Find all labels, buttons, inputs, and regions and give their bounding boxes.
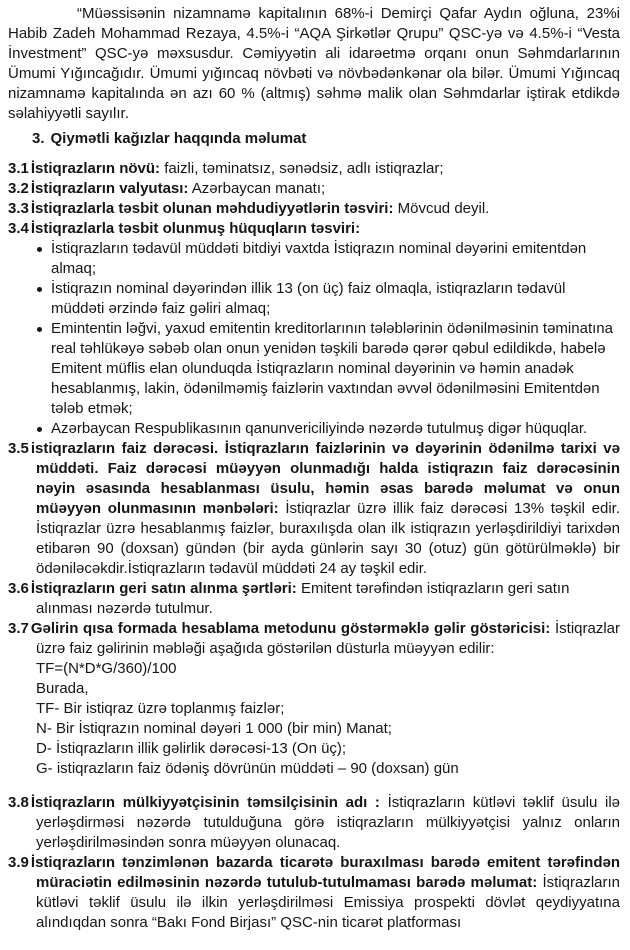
clause-text: Azərbaycan manatı; — [191, 180, 326, 197]
clause-number: 3.2 — [8, 180, 29, 197]
clause-3-3 — [8, 199, 620, 219]
bullet-item — [8, 279, 620, 319]
clause-label: Gəlirin qısa formada hesablama metodunu göstərməklə gəlir göstəricisi: — [30, 620, 551, 637]
clause-label: İstiqrazların mülkiyyətçisinin təmsilçisinin adı : — [30, 794, 380, 811]
section-title: Qiymətli kağızlar haqqında məlumat — [50, 130, 307, 147]
bullet-text: İstiqrazın nominal dəyərindən illik 13 (on üç) faiz olmaqla, istiqrazların tədavül müddəti ərzində faiz gəliri almaq; — [51, 280, 566, 317]
formula-line: N- Bir İstiqrazın nominal dəyəri 1 000 (bir min) Manat; — [36, 720, 392, 737]
section-number: 3. — [32, 130, 45, 147]
clause-number: 3.1 — [8, 160, 29, 177]
clause-number: 3.8 — [8, 794, 29, 811]
clause-text: İstiqrazların kütləvi təklif üsulu ilə ilkin yerləşdirilməsi Emissiya prospekti dövlət qeydiyyatına alındıqdan sonra “Bakı Fond Birjası” QSC-nin ticarət platforması — [36, 874, 620, 931]
clause-label: istiqrazların faiz dərəcəsi. İstiqrazların faizlərinin və dəyərinin ödənilmə tarixi və müddəti. Faiz dərəcəsi müəyyən olunmadığı halda istiqrazın faiz dərəcəsinin nəyin əsasında hesablanması üsulu, həmin əsas barədə məlumat və onun müəyyən olunmasının mənbələri: — [30, 440, 620, 517]
bullet-dot-icon — [37, 327, 42, 332]
clause-3-1 — [8, 159, 620, 179]
clause-label: İstiqrazların valyutası: — [30, 180, 189, 197]
clause-3-6 — [8, 579, 620, 619]
formula-line: D- İstiqrazların illik gəlirlik dərəcəsi-13 (On üç); — [36, 740, 347, 757]
bullet-text: Emintentin ləğvi, yaxud emitentin kreditorlarının tələblərinin ödənilməsinin təminatına real təhlükəyə səbəb olan onun yenidən təşkili barədə qərər qəbul edildikdə, habelə Emitent müflis elan olunduqda İstiqrazların nominal dəyərinin və həmin anadək hesablanmış, lakin, ödənilməmiş faizlərin vaxtından əvvəl ödənilməsini Emitentdən tələb etmək; — [51, 320, 613, 417]
clause-number: 3.9 — [8, 854, 29, 871]
clause-number: 3.4 — [8, 220, 29, 237]
clause-text: Mövcud deyil. — [397, 200, 490, 217]
bullet-item — [8, 319, 620, 419]
intro-paragraph: “Müəssisənin nizamnamə kapitalının 68%-i Demirçi Qafar Aydın oğluna, 23%i Habib Zadeh Mohammad Rezaya, 4.5%-i “AQA Şirkətlər Qrupu” QSC-yə və 4.5%-i “Vesta İnvestment” QSC-yə məxsusdur. Cəmiyyətin ali idarəetmə orqanı onun Səhmdarlarının Ümumi Yığıncağıdır. Ümumi yığıncaq növbəti və növbədənkənar ola bilər. Ümumi Yığıncaq nizamnamə kapitalında ən azı 60 % (altmış) səhmə malik olan Səhmdarlar iştirak etdikdə səlahiyyətli sayılır. — [8, 5, 620, 122]
clause-3-7 — [8, 619, 620, 779]
clause-number: 3.3 — [8, 200, 29, 217]
clause-3-4 — [8, 219, 620, 239]
bullet-dot-icon — [37, 247, 42, 252]
clause-label: İstiqrazlarla təsbit olunan məhdudiyyətlərin təsviri: — [30, 200, 394, 217]
clause-number: 3.6 — [8, 580, 29, 597]
clause-3-2 — [8, 179, 620, 199]
clause-label: İstiqrazlarla təsbit olunmuş hüquqların təsviri: — [30, 220, 361, 237]
clause-text: İstiqrazların kütləvi təklif üsulu ilə yerləşdirməsi nəzərdə tutulduğuna görə istiqrazların mülkiyyətçisi yalnız onların yerləşdirilməsindən sonra müəyyən olunacaq. — [36, 794, 620, 851]
clause-label: İstiqrazların tənzimlənən bazarda ticarətə buraxılması barədə emitent tərəfindən müraciətin edilməsinin nəzərdə tutulub-tutulmaması barədə məlumat: — [30, 854, 620, 891]
formula-line: TF=(N*D*G/360)/100 — [36, 660, 177, 677]
formula-line: G- istiqrazların faiz ödəniş dövrünün müddəti – 90 (doxsan) gün — [36, 760, 459, 777]
formula-line: TF- Bir istiqraz üzrə toplanmış faizlər; — [36, 700, 285, 717]
bullet-text: Azərbaycan Respublikasının qanunvericiliyində nəzərdə tutulmuş digər hüquqlar. — [51, 420, 588, 437]
rights-bullet-list — [8, 239, 620, 439]
clause-text: Emitent tərəfindən istiqrazların geri satın alınması nəzərdə tutulmur. — [36, 580, 570, 617]
clause-number: 3.5 — [8, 440, 29, 457]
bullet-dot-icon — [37, 287, 42, 292]
bullet-item — [8, 419, 620, 439]
clause-label: İstiqrazların növü: — [30, 160, 161, 177]
clause-text: faizli, təminatsız, sənədsiz, adlı istiqrazlar; — [164, 160, 444, 177]
clause-3-5 — [8, 439, 620, 579]
bullet-item — [8, 239, 620, 279]
clause-3-8 — [8, 793, 620, 853]
clause-text: İstiqrazlar üzrə illik faiz dərəcəsi 13% təşkil edir. İstiqrazlar üzrə hesablanmış faizlər, buraxılışda olan ilk istiqrazın yerləşdirildiyi tarixdən etibarən 90 (doxsan) gündən (bir ayda günlərin sayı 30 (otuz) gün götürülməklə) bir ödəniləcəkdir.İstiqrazların tədavül müddəti 24 ay təşkil edir. — [36, 500, 620, 577]
clause-3-9 — [8, 853, 620, 933]
bullet-dot-icon — [37, 427, 42, 432]
section-heading — [32, 129, 620, 149]
clause-number: 3.7 — [8, 620, 29, 637]
formula-line: Burada, — [36, 680, 89, 697]
bullet-text: İstiqrazların tədavül müddəti bitdiyi vaxtda İstiqrazın nominal dəyərini emitentdən almaq; — [51, 240, 587, 277]
clause-label: İstiqrazların geri satın alınma şərtləri: — [30, 580, 297, 597]
clause-text: İstiqrazlar üzrə faiz gəlirinin məbləği aşağıda göstərilən düsturla müəyyən edilir: — [36, 620, 621, 657]
